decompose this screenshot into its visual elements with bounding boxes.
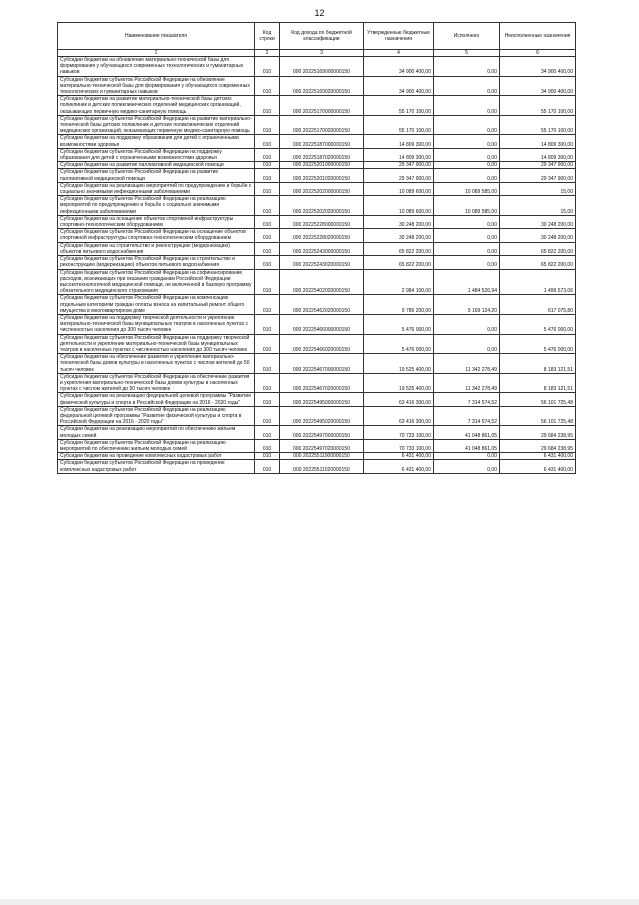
row-line-code-cell: 010 [255, 162, 280, 169]
row-income-code-cell: 000 20225467020000150 [280, 373, 364, 393]
row-approved-cell: 34 900 400,00 [364, 76, 434, 96]
table-row [58, 295, 576, 315]
row-remaining-cell: 55 170 100,00 [500, 96, 576, 116]
column-header-name: Наименование показателя [58, 23, 255, 50]
row-line-code-cell: 010 [255, 314, 280, 334]
row-name-cell: Субсидии бюджетам субъектов Российской Федерации на развитие паллиативной медицинской помощи [58, 169, 255, 182]
row-remaining-cell: 14 809 300,00 [500, 135, 576, 148]
row-name-cell: Субсидии бюджетам субъектов Российской Федерации на обновление материально-технической базы для формирования у обучающихся современных технологических и гуманитарных навыков [58, 76, 255, 96]
row-executed-cell: 0,00 [434, 314, 500, 334]
row-remaining-cell: 617 075,80 [500, 295, 576, 315]
row-line-code-cell: 010 [255, 426, 280, 439]
row-name-cell: Субсидии бюджетам субъектов Российской Федерации на развитие материально-технической базы детских поликлиник и детских поликлинических отделений медицинских организаций, оказывающих первичную медико-санитарную помощь [58, 115, 255, 135]
row-line-code-cell: 010 [255, 393, 280, 406]
row-name-cell: Субсидии бюджетам на поддержку творческой деятельности и укрепление материально-технической базы муниципальных театров в населенных пунктах с численностью населения до 300 тысяч человек [58, 314, 255, 334]
row-line-code-cell: 010 [255, 96, 280, 116]
row-income-code-cell: 000 20225170000000150 [280, 96, 364, 116]
row-approved-cell: 70 733 100,00 [364, 426, 434, 439]
table-row [58, 182, 576, 195]
row-name-cell: Субсидии бюджетам на реализацию мероприятий по обеспечению жильем молодых семей [58, 426, 255, 439]
row-approved-cell: 2 984 100,00 [364, 269, 434, 295]
row-approved-cell: 65 822 200,00 [364, 242, 434, 255]
row-line-code-cell: 010 [255, 354, 280, 374]
row-line-code-cell: 010 [255, 242, 280, 255]
row-name-cell: Субсидии бюджетам на обеспечение развития и укрепления материально-технической базы домов культуры в населенных пунктах с числом жителей до 50 тысяч человек [58, 354, 255, 374]
row-approved-cell: 34 900 400,00 [364, 57, 434, 77]
table-row [58, 57, 576, 77]
row-name-cell: Субсидии бюджетам на реализацию федеральной целевой программы "Развитие физической культуры и спорта в Российской Федерации на 2016 - 2020 годы" [58, 393, 255, 406]
column-number: 1 [58, 50, 255, 57]
row-name-cell: Субсидии бюджетам на развитие материально-технической базы детских поликлиник и детских поликлинических отделений медицинских организаций, оказывающих первичную медико-санитарную помощь [58, 96, 255, 116]
row-approved-cell: 29 347 900,00 [364, 162, 434, 169]
row-executed-cell: 0,00 [434, 229, 500, 242]
table-row [58, 242, 576, 255]
row-income-code-cell: 000 20225201000000150 [280, 162, 364, 169]
row-approved-cell: 29 347 900,00 [364, 169, 434, 182]
row-income-code-cell: 000 20225497020000150 [280, 439, 364, 452]
row-line-code-cell: 010 [255, 295, 280, 315]
row-line-code-cell: 010 [255, 135, 280, 148]
row-name-cell: Субсидии бюджетам на проведение комплексных кадастровых работ [58, 453, 255, 460]
row-executed-cell: 0,00 [434, 460, 500, 473]
row-executed-cell: 0,00 [434, 135, 500, 148]
column-header-income-code: Код дохода по бюджетной классификации [280, 23, 364, 50]
table-row [58, 148, 576, 161]
row-approved-cell: 9 786 200,00 [364, 295, 434, 315]
row-executed-cell: 7 314 574,52 [434, 406, 500, 426]
row-income-code-cell: 000 20225402020000150 [280, 269, 364, 295]
column-number-row [58, 50, 576, 57]
row-line-code-cell: 010 [255, 148, 280, 161]
row-name-cell: Субсидии бюджетам субъектов Российской Федерации на компенсацию отдельным категориям граждан оплаты взноса на капитальный ремонт общего имущества в многоквартирном доме [58, 295, 255, 315]
row-remaining-cell: 5 476 000,00 [500, 334, 576, 354]
row-income-code-cell: 000 20225511000000150 [280, 453, 364, 460]
table-row [58, 354, 576, 374]
table-row [58, 115, 576, 135]
row-name-cell: Субсидии бюджетам субъектов Российской Федерации на поддержку образования для детей с ограниченными возможностями здоровья [58, 148, 255, 161]
column-number: 3 [280, 50, 364, 57]
column-number: 2 [255, 50, 280, 57]
row-executed-cell: 0,00 [434, 215, 500, 228]
table-row [58, 439, 576, 452]
row-income-code-cell: 000 20225169020000150 [280, 76, 364, 96]
row-approved-cell: 65 822 200,00 [364, 256, 434, 269]
row-remaining-cell: 5 476 000,00 [500, 314, 576, 334]
row-income-code-cell: 000 20225495000000150 [280, 393, 364, 406]
row-line-code-cell: 010 [255, 256, 280, 269]
row-approved-cell: 6 431 400,00 [364, 453, 434, 460]
row-executed-cell: 0,00 [434, 115, 500, 135]
row-remaining-cell: 14 809 300,00 [500, 148, 576, 161]
column-number: 6 [500, 50, 576, 57]
row-executed-cell: 10 089 585,00 [434, 182, 500, 195]
row-approved-cell: 63 416 300,00 [364, 393, 434, 406]
row-executed-cell: 10 089 585,00 [434, 196, 500, 216]
row-approved-cell: 6 431 400,00 [364, 460, 434, 473]
row-name-cell: Субсидии бюджетам субъектов Российской Федерации на реализацию федеральной целевой программы "Развитие физической культуры и спорта в Российской Федерации на 2016 - 2020 годы" [58, 406, 255, 426]
table-row [58, 162, 576, 169]
row-remaining-cell: 55 170 100,00 [500, 115, 576, 135]
row-name-cell: Субсидии бюджетам на реализацию мероприятий по предупреждению и борьбе с социально значимыми инфекционными заболеваниями [58, 182, 255, 195]
row-income-code-cell: 000 20225187000000150 [280, 135, 364, 148]
page-number: 12 [314, 8, 325, 18]
row-executed-cell: 0,00 [434, 162, 500, 169]
row-line-code-cell: 010 [255, 182, 280, 195]
row-approved-cell: 19 525 400,00 [364, 373, 434, 393]
column-number: 4 [364, 50, 434, 57]
row-income-code-cell: 000 20225228000000150 [280, 215, 364, 228]
table-row [58, 256, 576, 269]
row-income-code-cell: 000 20225511020000150 [280, 460, 364, 473]
row-income-code-cell: 000 20225202020000150 [280, 196, 364, 216]
table-row [58, 96, 576, 116]
row-executed-cell: 41 048 861,05 [434, 439, 500, 452]
table-row [58, 426, 576, 439]
row-executed-cell: 41 048 861,05 [434, 426, 500, 439]
row-approved-cell: 5 476 000,00 [364, 314, 434, 334]
row-name-cell: Субсидии бюджетам на развитие паллиативной медицинской помощи [58, 162, 255, 169]
table-header-row [58, 23, 576, 50]
row-executed-cell: 0,00 [434, 334, 500, 354]
row-name-cell: Субсидии бюджетам субъектов Российской Федерации на строительство и реконструкцию (модернизацию) объектов питьевого водоснабжения [58, 256, 255, 269]
row-name-cell: Субсидии бюджетам на поддержку образования для детей с ограниченными возможностями здоровья [58, 135, 255, 148]
row-line-code-cell: 010 [255, 115, 280, 135]
column-header-approved: Утвержденные бюджетные назначения [364, 23, 434, 50]
table-row [58, 135, 576, 148]
row-line-code-cell: 010 [255, 406, 280, 426]
row-name-cell: Субсидии бюджетам субъектов Российской Федерации на проведение комплексных кадастровых работ [58, 460, 255, 473]
table-row [58, 393, 576, 406]
row-approved-cell: 30 248 200,00 [364, 215, 434, 228]
row-line-code-cell: 010 [255, 57, 280, 77]
row-executed-cell: 0,00 [434, 76, 500, 96]
row-name-cell: Субсидии бюджетам на оснащение объектов спортивной инфраструктуры спортивно-технологическим оборудованием [58, 215, 255, 228]
row-remaining-cell: 8 183 121,51 [500, 373, 576, 393]
row-executed-cell: 9 169 124,20 [434, 295, 500, 315]
row-remaining-cell: 6 431 400,00 [500, 460, 576, 473]
row-executed-cell: 0,00 [434, 57, 500, 77]
row-line-code-cell: 010 [255, 76, 280, 96]
row-executed-cell: 0,00 [434, 453, 500, 460]
row-line-code-cell: 010 [255, 334, 280, 354]
row-income-code-cell: 000 20225462020000150 [280, 295, 364, 315]
row-name-cell: Субсидии бюджетам субъектов Российской Федерации на софинансирование расходов, возникающих при оказании гражданам Российской Федерации высокотехнологичной медицинской помощи, не включенной в базовую программу обязательного медицинского страхования [58, 269, 255, 295]
row-approved-cell: 55 170 100,00 [364, 115, 434, 135]
row-line-code-cell: 010 [255, 215, 280, 228]
table-row [58, 314, 576, 334]
row-approved-cell: 30 248 200,00 [364, 229, 434, 242]
row-remaining-cell: 56 101 725,48 [500, 393, 576, 406]
row-name-cell: Субсидии бюджетам субъектов Российской Федерации на поддержку творческой деятельности и укрепление материально-технической базы муниципальных театров в населенных пунктах с численностью населения до 300 тысяч человек [58, 334, 255, 354]
table-row [58, 229, 576, 242]
row-executed-cell: 7 314 574,52 [434, 393, 500, 406]
row-remaining-cell: 8 183 121,51 [500, 354, 576, 374]
row-name-cell: Субсидии бюджетам на строительство и реконструкцию (модернизацию) объектов питьевого водоснабжения [58, 242, 255, 255]
row-income-code-cell: 000 20225466020000150 [280, 334, 364, 354]
row-remaining-cell: 34 900 400,00 [500, 57, 576, 77]
row-executed-cell: 0,00 [434, 256, 500, 269]
table-row [58, 169, 576, 182]
row-income-code-cell: 000 20225170020000150 [280, 115, 364, 135]
row-line-code-cell: 010 [255, 229, 280, 242]
row-remaining-cell: 29 347 900,00 [500, 169, 576, 182]
row-line-code-cell: 010 [255, 453, 280, 460]
column-header-remaining: Неисполненные назначения [500, 23, 576, 50]
row-approved-cell: 10 089 600,00 [364, 196, 434, 216]
row-income-code-cell: 000 20225243020000150 [280, 256, 364, 269]
row-remaining-cell: 65 822 200,00 [500, 242, 576, 255]
table-body [58, 57, 576, 474]
row-executed-cell: 0,00 [434, 148, 500, 161]
row-income-code-cell: 000 20225495020000150 [280, 406, 364, 426]
row-line-code-cell: 010 [255, 373, 280, 393]
row-remaining-cell: 15,00 [500, 196, 576, 216]
table-row [58, 334, 576, 354]
row-remaining-cell: 29 684 238,95 [500, 426, 576, 439]
row-remaining-cell: 29 684 238,95 [500, 439, 576, 452]
table-row [58, 406, 576, 426]
row-executed-cell: 0,00 [434, 96, 500, 116]
row-remaining-cell: 29 347 900,00 [500, 162, 576, 169]
table-row [58, 373, 576, 393]
row-remaining-cell: 30 248 200,00 [500, 229, 576, 242]
row-income-code-cell: 000 20225228020000150 [280, 229, 364, 242]
row-approved-cell: 55 170 100,00 [364, 96, 434, 116]
row-income-code-cell: 000 20225466000000150 [280, 314, 364, 334]
row-name-cell: Субсидии бюджетам субъектов Российской Федерации на реализацию мероприятий по обеспечению жильем молодых семей [58, 439, 255, 452]
column-number: 5 [434, 50, 500, 57]
row-name-cell: Субсидии бюджетам на обновление материально-технической базы для формирования у обучающихся современных технологических и гуманитарных навыков [58, 57, 255, 77]
table-row [58, 460, 576, 473]
row-approved-cell: 63 416 300,00 [364, 406, 434, 426]
column-header-executed: Исполнено [434, 23, 500, 50]
row-approved-cell: 70 733 100,00 [364, 439, 434, 452]
row-remaining-cell: 65 822 200,00 [500, 256, 576, 269]
row-executed-cell: 1 484 526,94 [434, 269, 500, 295]
row-executed-cell: 0,00 [434, 242, 500, 255]
table-row [58, 269, 576, 295]
row-income-code-cell: 000 20225243000000150 [280, 242, 364, 255]
row-remaining-cell: 34 900 400,00 [500, 76, 576, 96]
row-line-code-cell: 010 [255, 169, 280, 182]
row-approved-cell: 19 525 400,00 [364, 354, 434, 374]
row-line-code-cell: 010 [255, 439, 280, 452]
row-line-code-cell: 010 [255, 196, 280, 216]
budget-execution-table [57, 22, 576, 474]
table-row [58, 453, 576, 460]
column-header-line-code: Код строки [255, 23, 280, 50]
row-approved-cell: 14 809 300,00 [364, 148, 434, 161]
row-remaining-cell: 6 431 400,00 [500, 453, 576, 460]
row-name-cell: Субсидии бюджетам субъектов Российской Федерации на оснащение объектов спортивной инфраструктуры спортивно-технологическим оборудованием [58, 229, 255, 242]
page-bottom-edge [0, 899, 639, 905]
row-line-code-cell: 010 [255, 460, 280, 473]
row-income-code-cell: 000 20225187020000150 [280, 148, 364, 161]
table-row [58, 196, 576, 216]
row-approved-cell: 14 809 300,00 [364, 135, 434, 148]
row-remaining-cell: 30 248 200,00 [500, 215, 576, 228]
row-approved-cell: 5 476 000,00 [364, 334, 434, 354]
row-executed-cell: 11 342 278,49 [434, 354, 500, 374]
row-income-code-cell: 000 20225169000000150 [280, 57, 364, 77]
row-line-code-cell: 010 [255, 269, 280, 295]
row-remaining-cell: 15,00 [500, 182, 576, 195]
row-remaining-cell: 56 101 725,48 [500, 406, 576, 426]
row-remaining-cell: 1 499 573,06 [500, 269, 576, 295]
row-name-cell: Субсидии бюджетам субъектов Российской Федерации на реализацию мероприятий по предупреждению и борьбе с социально значимыми инфекционными заболеваниями [58, 196, 255, 216]
row-income-code-cell: 000 20225202000000150 [280, 182, 364, 195]
row-income-code-cell: 000 20225497000000150 [280, 426, 364, 439]
table-row [58, 76, 576, 96]
row-name-cell: Субсидии бюджетам субъектов Российской Федерации на обеспечение развития и укрепления материально-технической базы домов культуры в населенных пунктах с числом жителей до 50 тысяч человек [58, 373, 255, 393]
row-income-code-cell: 000 20225467000000150 [280, 354, 364, 374]
row-income-code-cell: 000 20225201020000150 [280, 169, 364, 182]
row-approved-cell: 10 089 600,00 [364, 182, 434, 195]
row-executed-cell: 11 342 278,49 [434, 373, 500, 393]
table-row [58, 215, 576, 228]
row-executed-cell: 0,00 [434, 169, 500, 182]
